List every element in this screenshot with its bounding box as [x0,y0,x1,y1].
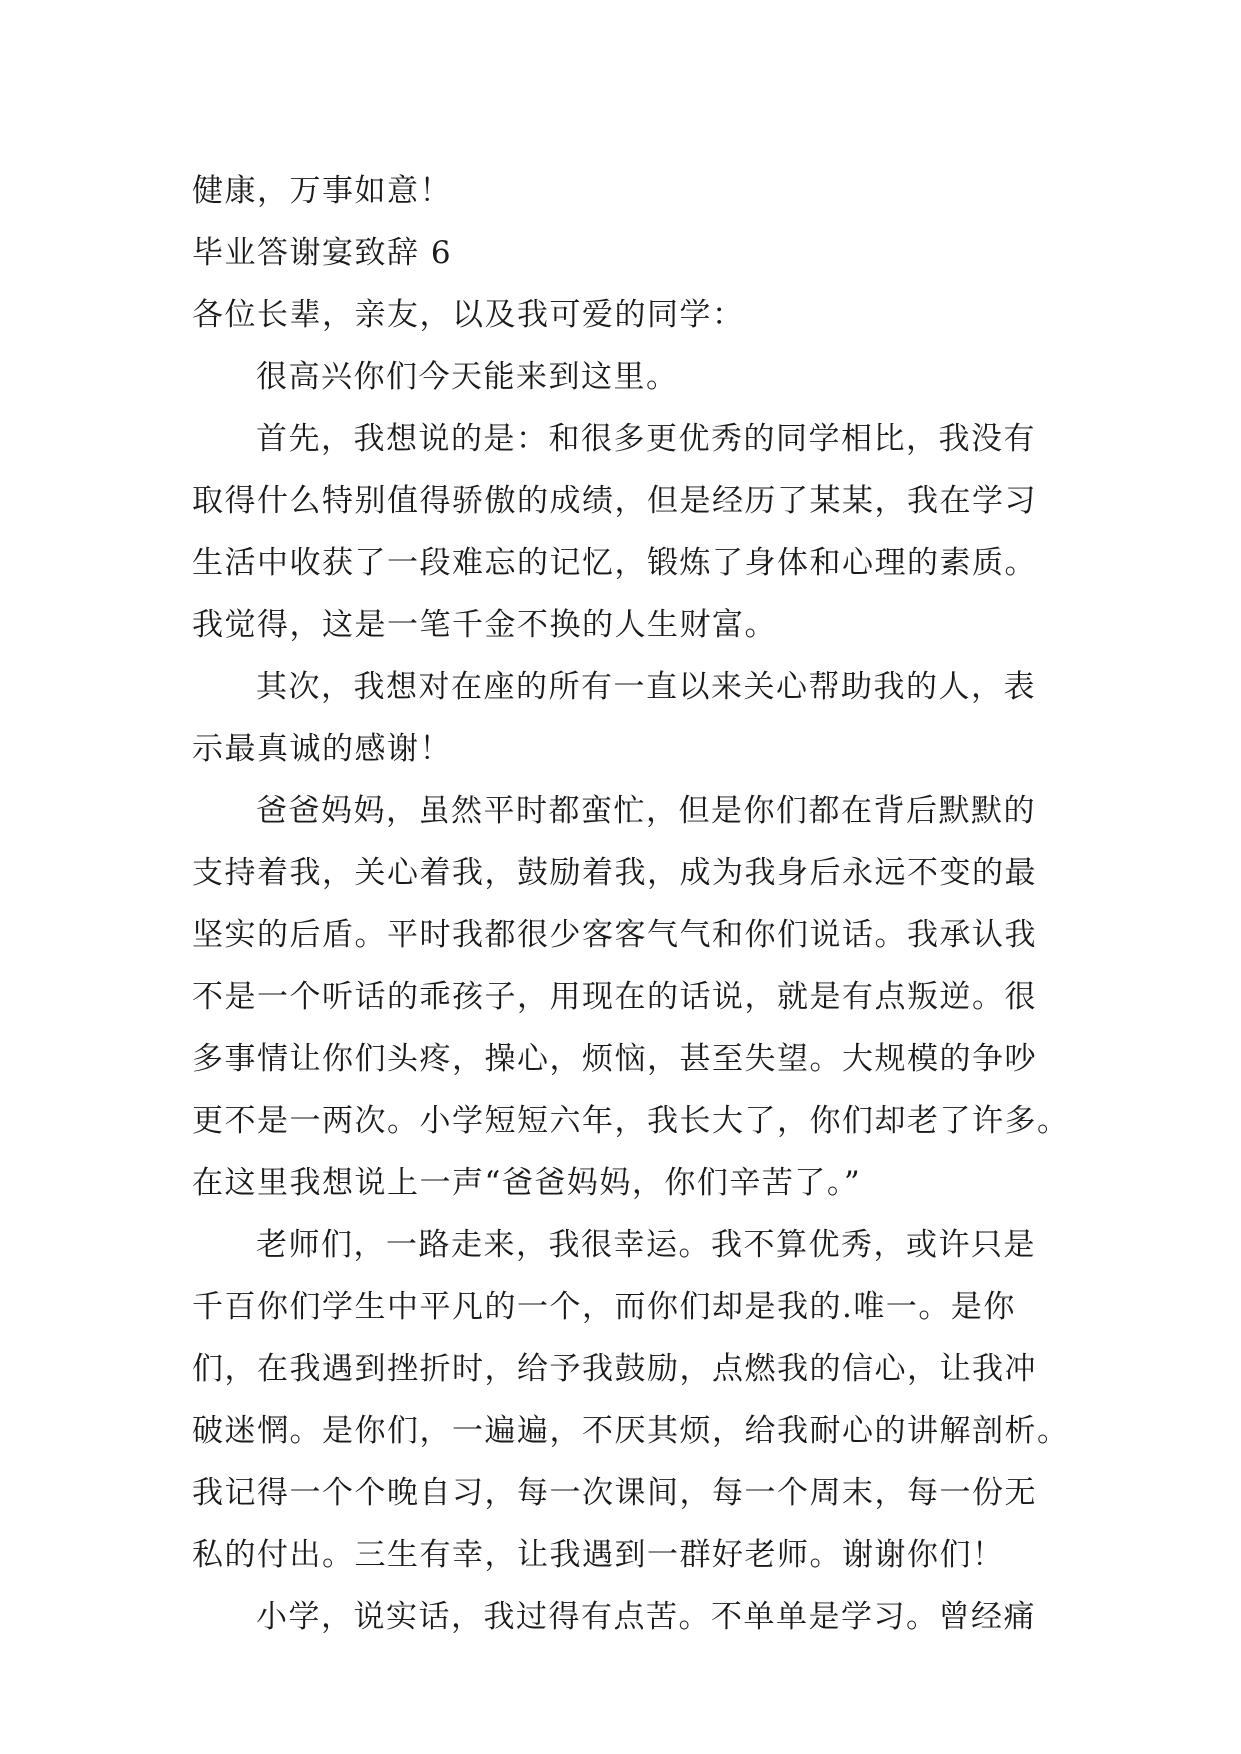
paragraph-line: 爸爸妈妈，虽然平时都蛮忙，但是你们都在背后默默的 [256,793,1036,829]
paragraph-line: 坚实的后盾。平时我都很少客客气气和你们说话。我承认我 [192,917,1037,953]
text-line: 健康，万事如意！ [192,173,452,209]
document-body [192,160,1072,1648]
paragraph-line: 更不是一两次。小学短短六年，我长大了，你们却老了许多。 [192,1103,1070,1139]
paragraph-line: 破迷惘。是你们，一遍遍，不厌其烦，给我耐心的讲解剖析。 [192,1413,1070,1449]
paragraph-line: 千百你们学生中平凡的一个，而你们却是我的.唯一。是你 [192,1289,1016,1325]
paragraph-line: 很高兴你们今天能来到这里。 [256,359,679,395]
paragraph-line: 老师们，一路走来，我很幸运。我不算优秀，或许只是 [256,1227,1036,1263]
paragraph-line: 多事情让你们头疼，操心，烦恼，甚至失望。大规模的争吵 [192,1041,1037,1077]
paragraph-line: 们，在我遇到挫折时，给予我鼓励，点燃我的信心，让我冲 [192,1351,1037,1387]
paragraph-line: 示最真诚的感谢！ [192,731,452,767]
paragraph-line: 在这里我想说上一声“爸爸妈妈，你们辛苦了。” [192,1165,862,1201]
paragraph-line: 生活中收获了一段难忘的记忆，锻炼了身体和心理的素质。 [192,545,1037,581]
paragraph-line: 私的付出。三生有幸，让我遇到一群好老师。谢谢你们！ [192,1537,1005,1573]
paragraph-line: 取得什么特别值得骄傲的成绩，但是经历了某某，我在学习 [192,483,1037,519]
salutation: 各位长辈，亲友，以及我可爱的同学： [192,297,745,333]
paragraph-line: 其次，我想对在座的所有一直以来关心帮助我的人，表 [256,669,1036,705]
paragraph-line: 首先，我想说的是：和很多更优秀的同学相比，我没有 [256,421,1036,457]
paragraph-line: 我觉得，这是一笔千金不换的人生财富。 [192,607,777,643]
paragraph-line: 我记得一个个晚自习，每一次课间，每一个周末，每一份无 [192,1475,1037,1511]
section-title: 毕业答谢宴致辞 6 [192,235,453,271]
paragraph-line: 支持着我，关心着我，鼓励着我，成为我身后永远不变的最 [192,855,1037,891]
paragraph-line: 不是一个听话的乖孩子，用现在的话说，就是有点叛逆。很 [192,979,1037,1015]
paragraph-line: 小学，说实话，我过得有点苦。不单单是学习。曾经痛 [256,1599,1036,1635]
